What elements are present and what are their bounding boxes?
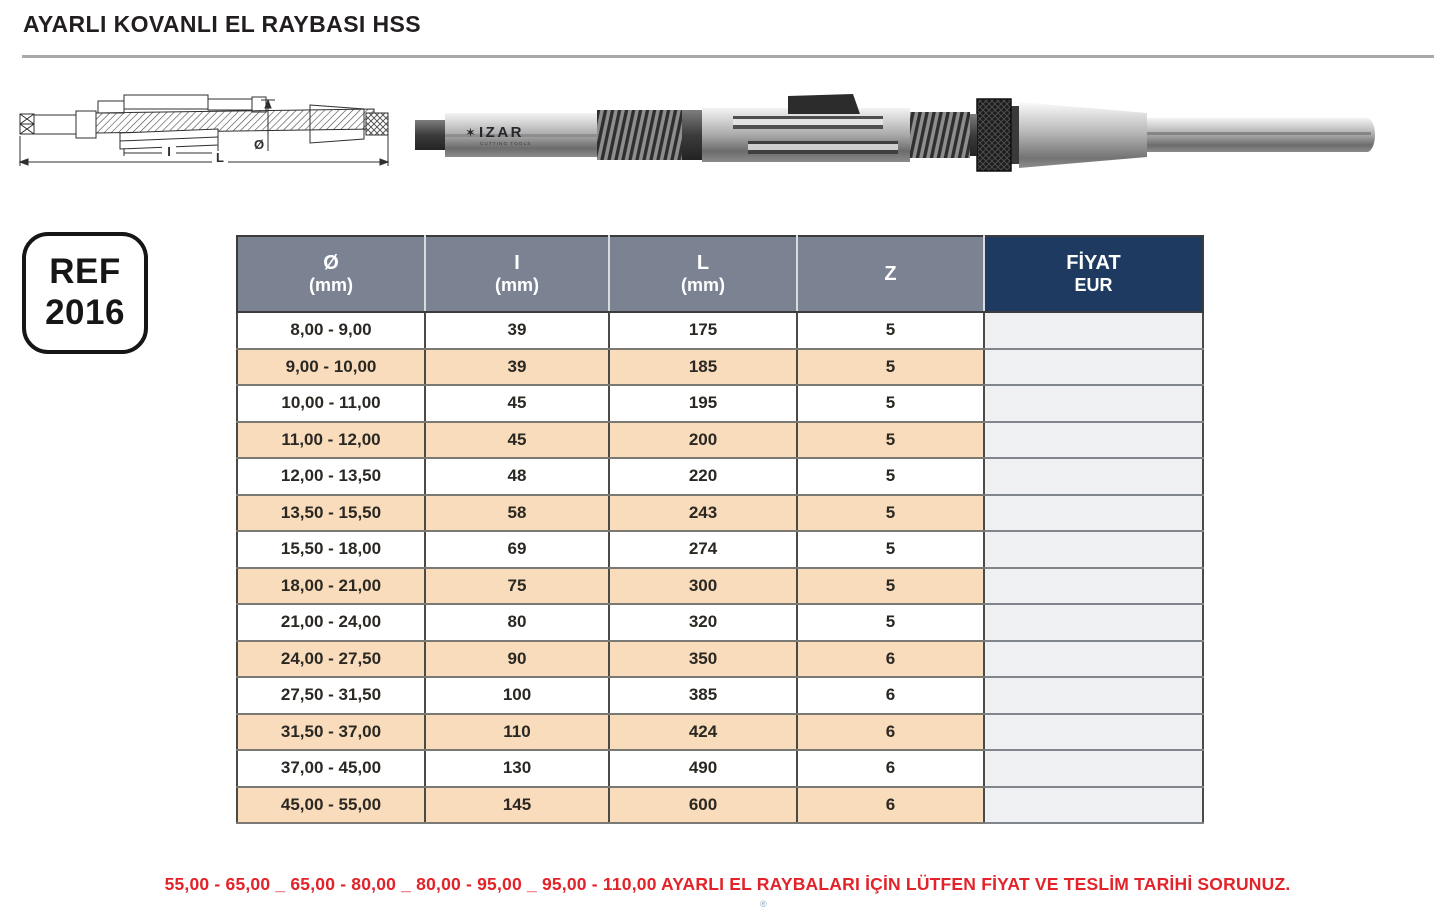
table-row [237,714,1203,751]
dim-label-total: L [216,150,224,165]
cell-i: 90 [425,641,609,678]
table-row [237,458,1203,495]
col-header-line: I [514,252,520,274]
cell-l: 175 [609,312,797,349]
cell-i: 45 [425,385,609,422]
reamer-photo-body [415,94,1375,171]
cell-z: 5 [797,385,984,422]
col-header-inner-length [425,236,609,312]
ref-badge [22,232,148,354]
cell-z: 6 [797,787,984,824]
cell-d: 11,00 - 12,00 [237,422,425,459]
table-row [237,385,1203,422]
cell-z: 6 [797,641,984,678]
brand-star-icon: ✶ [465,125,476,140]
cell-i: 48 [425,458,609,495]
table-row [237,495,1203,532]
col-header-line: L [696,252,710,274]
registered-mark-icon: ® [760,899,767,909]
cell-d: 8,00 - 9,00 [237,312,425,349]
table-row [237,349,1203,386]
table-header-row [237,236,1203,312]
cell-d: 13,50 - 15,50 [237,495,425,532]
technical-drawing [14,88,406,184]
cell-l: 220 [609,458,797,495]
cell-i: 39 [425,312,609,349]
brand-name: IZAR [479,124,524,141]
cell-z: 5 [797,568,984,605]
size-table [236,235,1204,824]
cell-i: 45 [425,422,609,459]
cell-d: 9,00 - 10,00 [237,349,425,386]
cell-l: 490 [609,750,797,787]
cell-l: 350 [609,641,797,678]
cell-z: 5 [797,349,984,386]
cell-l: 243 [609,495,797,532]
cell-i: 75 [425,568,609,605]
table-row [237,787,1203,824]
cell-d: 18,00 - 21,00 [237,568,425,605]
cell-price [984,495,1203,532]
brand-subtitle: CUTTING TOOLS [480,141,532,146]
table-row [237,677,1203,714]
cell-price [984,531,1203,568]
cell-l: 300 [609,568,797,605]
cell-i: 100 [425,677,609,714]
cell-d: 12,00 - 13,50 [237,458,425,495]
cell-price [984,641,1203,678]
cell-l: 600 [609,787,797,824]
table-row [237,604,1203,641]
col-header-total-length [609,236,797,312]
ref-label: REF [49,252,121,292]
cell-z: 5 [797,458,984,495]
title-divider [22,55,1434,58]
col-header-flutes [797,236,984,312]
table-row [237,422,1203,459]
ref-number: 2016 [45,293,125,332]
cell-l: 385 [609,677,797,714]
cell-z: 5 [797,531,984,568]
col-header-line: (mm) [495,275,539,295]
cell-i: 110 [425,714,609,751]
cell-price [984,787,1203,824]
cell-z: 6 [797,677,984,714]
cell-l: 200 [609,422,797,459]
cell-price [984,349,1203,386]
cell-l: 320 [609,604,797,641]
dim-label-inner: I [167,144,171,159]
cell-l: 195 [609,385,797,422]
col-header-line: (mm) [309,275,353,295]
table-row [237,750,1203,787]
cell-d: 24,00 - 27,50 [237,641,425,678]
cell-d: 10,00 - 11,00 [237,385,425,422]
cell-price [984,385,1203,422]
col-header-price [984,236,1203,312]
cell-i: 69 [425,531,609,568]
size-table-body [237,312,1203,823]
cell-z: 6 [797,750,984,787]
col-header-line: (mm) [681,275,725,295]
cell-price [984,422,1203,459]
cell-z: 5 [797,495,984,532]
product-photo [413,86,1393,184]
col-header-line: Z [884,262,897,285]
cell-d: 45,00 - 55,00 [237,787,425,824]
cell-z: 5 [797,312,984,349]
cell-i: 58 [425,495,609,532]
cell-i: 80 [425,604,609,641]
cell-price [984,312,1203,349]
table-row [237,568,1203,605]
cell-l: 274 [609,531,797,568]
cell-d: 37,00 - 45,00 [237,750,425,787]
cell-z: 5 [797,604,984,641]
table-row [237,531,1203,568]
cell-z: 6 [797,714,984,751]
cell-price [984,604,1203,641]
cell-l: 424 [609,714,797,751]
page-title: AYARLI KOVANLI EL RAYBASI HSS [23,11,422,37]
col-header-line: EUR [1074,275,1113,295]
cell-price [984,458,1203,495]
cell-d: 27,50 - 31,50 [237,677,425,714]
cell-i: 130 [425,750,609,787]
cell-i: 39 [425,349,609,386]
cell-price [984,750,1203,787]
cell-l: 185 [609,349,797,386]
cell-d: 21,00 - 24,00 [237,604,425,641]
col-header-diameter [237,236,425,312]
table-row [237,312,1203,349]
cell-price [984,568,1203,605]
cell-price [984,714,1203,751]
col-header-line: Ø [323,252,339,274]
cell-price [984,677,1203,714]
cell-z: 5 [797,422,984,459]
drawing-outline [20,95,388,149]
cell-d: 31,50 - 37,00 [237,714,425,751]
dim-label-diameter: Ø [253,137,265,152]
footer-note: 55,00 - 65,00 _ 65,00 - 80,00 _ 80,00 - 95,00 _ 95,00 - 110,00 AYARLI EL RAYBALARI İÇİN LÜTFEN FİYAT VE TESLİM TARİHİ SORUNUZ. [164,874,1291,894]
table-row [237,641,1203,678]
col-header-line: FİYAT [1066,252,1121,274]
cell-d: 15,50 - 18,00 [237,531,425,568]
cell-i: 145 [425,787,609,824]
